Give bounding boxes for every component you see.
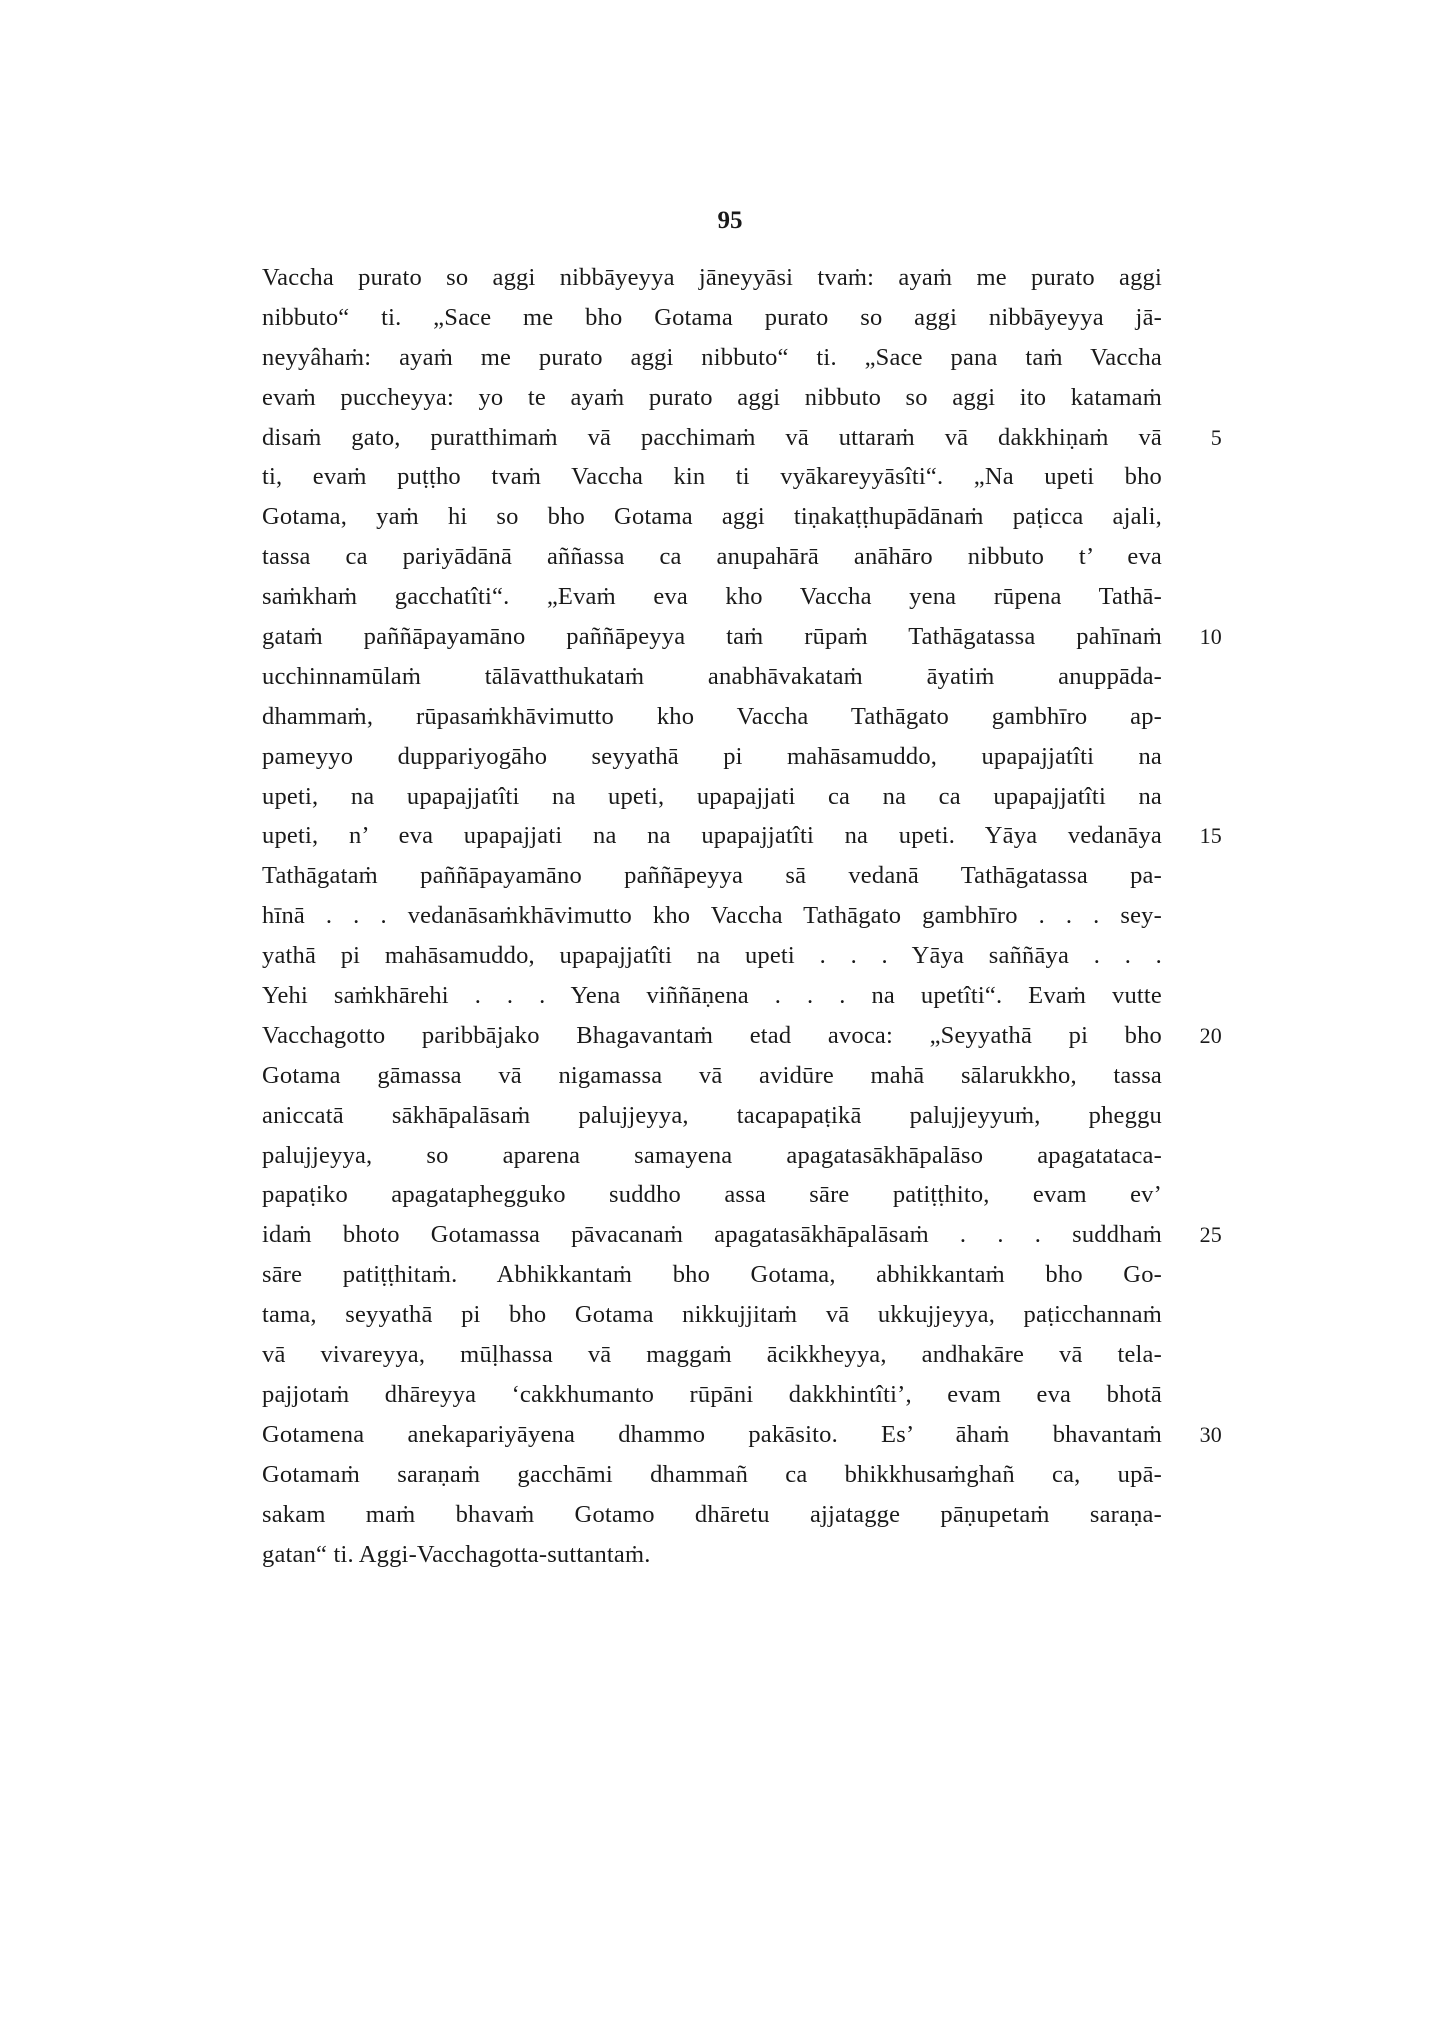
line-number: 30 [1199, 1421, 1222, 1447]
text-line [262, 418, 1222, 458]
text-line [262, 1215, 1222, 1255]
body-text [262, 258, 1222, 1574]
text-line-content: ti, evaṁ puṭṭho tvaṁ Vaccha kin ti vyākareyyāsîti“. „Na upeti bho [262, 463, 1162, 491]
text-line-content: saṁkhaṁ gacchatîti“. „Evaṁ eva kho Vaccha yena rūpena Tathā- [262, 583, 1162, 611]
text-line-content: Vacchagotto paribbājako Bhagavantaṁ etad avoca: „Seyyathā pi bho [262, 1021, 1162, 1049]
text-line-content: Gotamena anekapariyāyena dhammo pakāsito. Es’ āhaṁ bhavantaṁ [262, 1420, 1162, 1448]
text-line-content: yathā pi mahāsamuddo, upapajjatîti na upeti . . . Yāya saññāya . . . [262, 942, 1162, 970]
text-line [262, 457, 1162, 497]
text-line [262, 1255, 1162, 1295]
text-line [262, 777, 1162, 817]
text-line-content: gataṁ paññāpayamāno paññāpeyya taṁ rūpaṁ Tathāgatassa pahīnaṁ [262, 623, 1162, 651]
text-line [262, 1335, 1162, 1375]
text-line-content: disaṁ gato, puratthimaṁ vā pacchimaṁ vā uttaraṁ vā dakkhiṇaṁ vā [262, 423, 1162, 451]
text-line-content: aniccatā sākhāpalāsaṁ palujjeyya, tacapapaṭikā palujjeyyuṁ, pheggu [262, 1101, 1162, 1129]
text-line [262, 1455, 1162, 1495]
line-number: 25 [1199, 1222, 1222, 1248]
text-line-content: neyyâhaṁ: ayaṁ me purato aggi nibbuto“ ti. „Sace pana taṁ Vaccha [262, 343, 1162, 371]
text-line-content: vā vivareyya, mūḷhassa vā maggaṁ ācikkheyya, andhakāre vā tela- [262, 1341, 1162, 1369]
text-line-content: dhammaṁ, rūpasaṁkhāvimutto kho Vaccha Tathāgato gambhīro ap- [262, 702, 1162, 730]
text-line-content: Gotamaṁ saraṇaṁ gacchāmi dhammañ ca bhikkhusaṁghañ ca, upā- [262, 1460, 1162, 1488]
text-line [262, 617, 1222, 657]
text-line-content: sāre patiṭṭhitaṁ. Abhikkantaṁ bho Gotama, abhikkantaṁ bho Go- [262, 1261, 1162, 1289]
text-line-content: nibbuto“ ti. „Sace me bho Gotama purato so aggi nibbāyeyya jā- [262, 303, 1162, 331]
text-line-content: idaṁ bhoto Gotamassa pāvacanaṁ apagatasākhāpalāsaṁ . . . suddhaṁ [262, 1221, 1162, 1249]
text-line [262, 856, 1162, 896]
text-line-content: gatan“ ti. Aggi-Vacchagotta-suttantaṁ. [262, 1540, 651, 1568]
text-line-content: Tathāgataṁ paññāpayamāno paññāpeyya sā vedanā Tathāgatassa pa- [262, 862, 1162, 890]
line-number: 5 [1210, 424, 1222, 450]
text-line [262, 258, 1162, 298]
text-line [262, 1535, 1162, 1575]
text-line [262, 936, 1162, 976]
text-line-content: papaṭiko apagataphegguko suddho assa sāre patiṭṭhito, evam ev’ [262, 1181, 1162, 1209]
text-line-content: tassa ca pariyādānā aññassa ca anupahārā anāhāro nibbuto t’ eva [262, 543, 1162, 571]
text-line-content: pameyyo duppariyogāho seyyathā pi mahāsamuddo, upapajjatîti na [262, 742, 1162, 770]
text-line [262, 697, 1162, 737]
text-line [262, 577, 1162, 617]
text-line [262, 816, 1222, 856]
text-line-content: Gotama gāmassa vā nigamassa vā avidūre mahā sālarukkho, tassa [262, 1061, 1162, 1089]
text-line [262, 338, 1162, 378]
text-line-content: tama, seyyathā pi bho Gotama nikkujjitaṁ vā ukkujjeyya, paṭicchannaṁ [262, 1301, 1162, 1329]
page-number: 95 [717, 207, 743, 234]
text-line [262, 537, 1162, 577]
text-line [262, 1016, 1222, 1056]
text-line [262, 1136, 1162, 1176]
text-line [262, 1295, 1162, 1335]
text-line [262, 378, 1162, 418]
text-line-content: sakam maṁ bhavaṁ Gotamo dhāretu ajjatagge pāṇupetaṁ saraṇa- [262, 1500, 1162, 1528]
text-line-content: upeti, na upapajjatîti na upeti, upapajjati ca na ca upapajjatîti na [262, 782, 1162, 810]
text-line-content: palujjeyya, so aparena samayena apagatasākhāpalāso apagatataca- [262, 1141, 1162, 1169]
text-line [262, 1495, 1162, 1535]
text-line [262, 737, 1162, 777]
line-number: 20 [1199, 1022, 1222, 1048]
text-line [262, 1375, 1162, 1415]
text-line-content: Vaccha purato so aggi nibbāyeyya jāneyyāsi tvaṁ: ayaṁ me purato aggi [262, 264, 1162, 291]
text-line-content: upeti, n’ eva upapajjati na na upapajjatîti na upeti. Yāya vedanāya [262, 822, 1162, 850]
text-line-content: ucchinnamūlaṁ tālāvatthukataṁ anabhāvakataṁ āyatiṁ anuppāda- [262, 662, 1162, 690]
text-line-content: hīnā . . . vedanāsaṁkhāvimutto kho Vaccha Tathāgato gambhīro . . . sey- [262, 902, 1162, 930]
line-number: 15 [1199, 823, 1222, 849]
text-line [262, 657, 1162, 697]
text-line-content: evaṁ puccheyya: yo te ayaṁ purato aggi nibbuto so aggi ito katamaṁ [262, 383, 1162, 411]
text-line [262, 298, 1162, 338]
text-line [262, 1096, 1162, 1136]
line-number: 10 [1199, 624, 1222, 650]
text-line [262, 1415, 1222, 1455]
text-line [262, 976, 1162, 1016]
text-line-content: Gotama, yaṁ hi so bho Gotama aggi tiṇakaṭṭhupādānaṁ paṭicca ajali, [262, 503, 1162, 531]
text-line [262, 1175, 1162, 1215]
text-line [262, 1056, 1162, 1096]
text-line-content: pajjotaṁ dhāreyya ‘cakkhumanto rūpāni dakkhintîti’, evam eva bhotā [262, 1380, 1162, 1408]
text-line [262, 497, 1162, 537]
text-line-content: Yehi saṁkhārehi . . . Yena viññāṇena . . . na upetîti“. Evaṁ vutte [262, 982, 1162, 1010]
text-line [262, 896, 1162, 936]
